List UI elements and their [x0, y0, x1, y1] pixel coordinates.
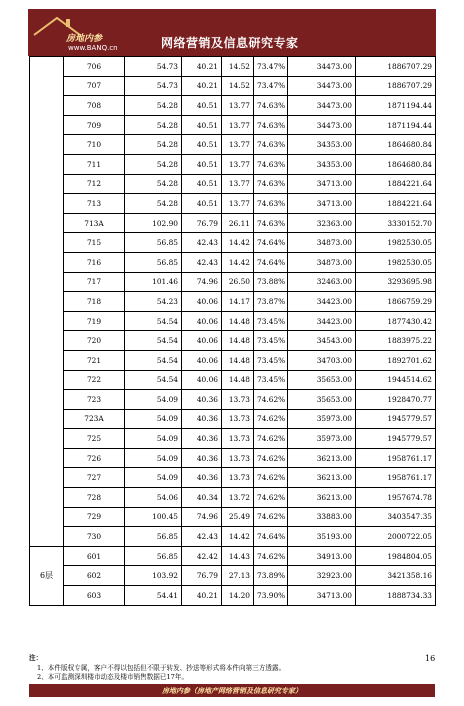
cell-inner: 40.34	[182, 488, 222, 508]
cell-shared: 14.43	[222, 546, 254, 566]
cell-unit-price: 33883.00	[288, 507, 356, 527]
cell-inner: 40.21	[182, 76, 222, 96]
cell-shared: 14.17	[222, 292, 254, 312]
cell-unit-price: 34473.00	[288, 57, 356, 77]
cell-unit-price: 32363.00	[288, 213, 356, 233]
cell-area: 54.54	[125, 311, 182, 331]
cell-shared: 13.73	[222, 429, 254, 449]
cell-room: 720	[64, 331, 125, 351]
cell-total: 1928470.77	[356, 390, 436, 410]
cell-shared: 14.52	[222, 76, 254, 96]
cell-room: 728	[64, 488, 125, 508]
cell-total: 1982530.05	[356, 233, 436, 253]
cell-inner: 40.06	[182, 311, 222, 331]
table-row	[30, 370, 436, 390]
cell-rate: 73.45%	[254, 311, 288, 331]
cell-inner: 42.43	[182, 233, 222, 253]
table-row	[30, 76, 436, 96]
cell-rate: 73.47%	[254, 57, 288, 77]
cell-inner: 74.96	[182, 507, 222, 527]
cell-area: 54.73	[125, 57, 182, 77]
header-banner	[28, 9, 436, 56]
cell-shared: 13.77	[222, 115, 254, 135]
cell-shared: 13.77	[222, 154, 254, 174]
cell-area: 54.09	[125, 448, 182, 468]
cell-rate: 74.64%	[254, 233, 288, 253]
cell-shared: 13.73	[222, 468, 254, 488]
cell-area: 56.85	[125, 527, 182, 547]
table-row	[30, 233, 436, 253]
cell-inner: 40.36	[182, 409, 222, 429]
cell-unit-price: 34423.00	[288, 292, 356, 312]
cell-room: 713	[64, 194, 125, 214]
cell-inner: 40.36	[182, 468, 222, 488]
cell-unit-price: 36213.00	[288, 468, 356, 488]
cell-room: 712	[64, 174, 125, 194]
cell-unit-price: 34703.00	[288, 350, 356, 370]
header-slogan: 网络营销及信息研究专家	[161, 36, 299, 50]
cell-rate: 73.88%	[254, 272, 288, 292]
cell-room: 727	[64, 468, 125, 488]
cell-room: 718	[64, 292, 125, 312]
table-row	[30, 154, 436, 174]
cell-shared: 14.42	[222, 252, 254, 272]
table-row	[30, 213, 436, 233]
cell-inner: 42.42	[182, 546, 222, 566]
cell-room: 709	[64, 115, 125, 135]
table-row	[30, 429, 436, 449]
cell-shared: 27.13	[222, 566, 254, 586]
cell-shared: 14.20	[222, 586, 254, 606]
table-row	[30, 546, 436, 566]
cell-unit-price: 34713.00	[288, 194, 356, 214]
cell-shared: 13.73	[222, 448, 254, 468]
cell-unit-price: 34473.00	[288, 115, 356, 135]
cell-room: 730	[64, 527, 125, 547]
cell-inner: 40.51	[182, 154, 222, 174]
cell-unit-price: 35973.00	[288, 429, 356, 449]
cell-rate: 74.62%	[254, 409, 288, 429]
brand-name: 房地内参	[66, 34, 103, 44]
cell-area: 54.28	[125, 135, 182, 155]
cell-shared: 25.49	[222, 507, 254, 527]
cell-inner: 40.51	[182, 96, 222, 116]
cell-inner: 76.79	[182, 213, 222, 233]
cell-area: 54.54	[125, 331, 182, 351]
cell-inner: 40.21	[182, 586, 222, 606]
cell-rate: 74.62%	[254, 468, 288, 488]
cell-rate: 74.63%	[254, 115, 288, 135]
cell-shared: 14.52	[222, 57, 254, 77]
cell-area: 54.28	[125, 194, 182, 214]
cell-area: 54.28	[125, 174, 182, 194]
cell-total: 1886707.29	[356, 76, 436, 96]
cell-total: 1864680.84	[356, 154, 436, 174]
cell-room: 710	[64, 135, 125, 155]
cell-total: 1877430.42	[356, 311, 436, 331]
cell-total: 1871194.44	[356, 115, 436, 135]
cell-shared: 13.77	[222, 194, 254, 214]
table-row	[30, 57, 436, 77]
cell-rate: 73.45%	[254, 370, 288, 390]
cell-unit-price: 35653.00	[288, 370, 356, 390]
unit-price-table	[29, 56, 436, 606]
cell-room: 717	[64, 272, 125, 292]
cell-total: 1871194.44	[356, 96, 436, 116]
cell-rate: 74.62%	[254, 546, 288, 566]
cell-rate: 73.90%	[254, 586, 288, 606]
cell-room: 711	[64, 154, 125, 174]
cell-total: 3403547.35	[356, 507, 436, 527]
cell-area: 54.73	[125, 76, 182, 96]
cell-rate: 74.64%	[254, 527, 288, 547]
cell-total: 1884221.64	[356, 194, 436, 214]
cell-rate: 74.63%	[254, 174, 288, 194]
cell-unit-price: 35653.00	[288, 390, 356, 410]
brand-url: www.BANQ.cn	[68, 44, 118, 52]
table-row	[30, 272, 436, 292]
cell-area: 102.90	[125, 213, 182, 233]
cell-inner: 40.51	[182, 135, 222, 155]
cell-room: 729	[64, 507, 125, 527]
cell-total: 1984804.05	[356, 546, 436, 566]
cell-rate: 73.45%	[254, 331, 288, 351]
cell-inner: 74.96	[182, 272, 222, 292]
cell-area: 54.41	[125, 586, 182, 606]
floor-cell	[30, 57, 64, 547]
cell-unit-price: 34473.00	[288, 96, 356, 116]
cell-unit-price: 34473.00	[288, 76, 356, 96]
footnotes	[29, 654, 435, 683]
cell-area: 54.06	[125, 488, 182, 508]
cell-unit-price: 35193.00	[288, 527, 356, 547]
note-line-2: 2、本可监测深圳楼市动态及楼市销售数据已17年。	[37, 673, 189, 681]
cell-total: 1864680.84	[356, 135, 436, 155]
cell-total: 1866759.29	[356, 292, 436, 312]
cell-inner: 40.36	[182, 448, 222, 468]
cell-area: 54.09	[125, 468, 182, 488]
cell-area: 54.28	[125, 154, 182, 174]
cell-total: 1957674.78	[356, 488, 436, 508]
cell-room: 715	[64, 233, 125, 253]
table-row	[30, 135, 436, 155]
cell-rate: 74.62%	[254, 488, 288, 508]
table-row	[30, 96, 436, 116]
table-row	[30, 311, 436, 331]
cell-room: 723	[64, 390, 125, 410]
cell-inner: 42.43	[182, 527, 222, 547]
footer-bar	[29, 684, 435, 697]
cell-shared: 13.77	[222, 174, 254, 194]
table-row	[30, 507, 436, 527]
cell-shared: 14.48	[222, 350, 254, 370]
cell-unit-price: 34423.00	[288, 311, 356, 331]
cell-inner: 42.43	[182, 252, 222, 272]
cell-area: 103.92	[125, 566, 182, 586]
cell-shared: 26.11	[222, 213, 254, 233]
cell-room: 603	[64, 586, 125, 606]
table-row	[30, 174, 436, 194]
cell-total: 3293695.98	[356, 272, 436, 292]
cell-total: 1886707.29	[356, 57, 436, 77]
cell-rate: 74.62%	[254, 429, 288, 449]
cell-shared: 14.42	[222, 233, 254, 253]
cell-area: 54.28	[125, 115, 182, 135]
cell-area: 54.23	[125, 292, 182, 312]
cell-shared: 13.73	[222, 409, 254, 429]
cell-total: 1945779.57	[356, 409, 436, 429]
cell-inner: 40.36	[182, 390, 222, 410]
floor-cell: 6层	[30, 546, 64, 605]
cell-shared: 26.50	[222, 272, 254, 292]
note-line-1: 1、本件版权专属，客户不得以包括但不限于转发、抄送等形式将本件向第三方透露。	[37, 663, 286, 672]
cell-unit-price: 34543.00	[288, 331, 356, 351]
table-row	[30, 331, 436, 351]
cell-room: 722	[64, 370, 125, 390]
cell-area: 54.54	[125, 350, 182, 370]
cell-inner: 40.51	[182, 115, 222, 135]
page-number: 16	[425, 654, 436, 663]
cell-total: 1945779.57	[356, 429, 436, 449]
cell-unit-price: 32463.00	[288, 272, 356, 292]
cell-unit-price: 35973.00	[288, 409, 356, 429]
cell-rate: 74.63%	[254, 135, 288, 155]
cell-unit-price: 34873.00	[288, 252, 356, 272]
cell-rate: 74.63%	[254, 194, 288, 214]
footer-text: 房地内参（房地产网络营销及信息研究专家）	[162, 686, 302, 695]
table-row	[30, 409, 436, 429]
cell-total: 2000722.05	[356, 527, 436, 547]
cell-inner: 40.21	[182, 57, 222, 77]
cell-area: 54.09	[125, 429, 182, 449]
table-row	[30, 252, 436, 272]
cell-unit-price: 34713.00	[288, 174, 356, 194]
cell-room: 723A	[64, 409, 125, 429]
cell-rate: 74.62%	[254, 507, 288, 527]
cell-unit-price: 34873.00	[288, 233, 356, 253]
cell-total: 3421358.16	[356, 566, 436, 586]
cell-rate: 74.62%	[254, 448, 288, 468]
cell-shared: 13.72	[222, 488, 254, 508]
cell-room: 726	[64, 448, 125, 468]
table-row	[30, 488, 436, 508]
cell-inner: 40.51	[182, 194, 222, 214]
cell-total: 1982530.05	[356, 252, 436, 272]
cell-unit-price: 34353.00	[288, 135, 356, 155]
cell-rate: 74.63%	[254, 96, 288, 116]
cell-inner: 40.36	[182, 429, 222, 449]
table-row	[30, 448, 436, 468]
cell-unit-price: 36213.00	[288, 488, 356, 508]
cell-area: 56.85	[125, 546, 182, 566]
notes-heading: 注：	[29, 654, 43, 662]
cell-unit-price: 34913.00	[288, 546, 356, 566]
cell-room: 601	[64, 546, 125, 566]
cell-shared: 14.48	[222, 311, 254, 331]
table-row	[30, 194, 436, 214]
table-body	[30, 57, 436, 606]
table-row	[30, 468, 436, 488]
cell-total: 3330152.70	[356, 213, 436, 233]
cell-rate: 74.62%	[254, 390, 288, 410]
cell-unit-price: 32923.00	[288, 566, 356, 586]
cell-area: 101.46	[125, 272, 182, 292]
cell-room: 716	[64, 252, 125, 272]
cell-rate: 73.89%	[254, 566, 288, 586]
cell-unit-price: 34713.00	[288, 586, 356, 606]
table-row	[30, 350, 436, 370]
cell-total: 1884221.64	[356, 174, 436, 194]
cell-area: 54.28	[125, 96, 182, 116]
cell-room: 719	[64, 311, 125, 331]
cell-room: 721	[64, 350, 125, 370]
cell-inner: 40.06	[182, 331, 222, 351]
cell-total: 1958761.17	[356, 448, 436, 468]
cell-shared: 13.77	[222, 96, 254, 116]
cell-inner: 40.06	[182, 292, 222, 312]
cell-rate: 74.63%	[254, 154, 288, 174]
cell-shared: 13.77	[222, 135, 254, 155]
cell-area: 54.09	[125, 390, 182, 410]
cell-area: 56.85	[125, 252, 182, 272]
cell-unit-price: 36213.00	[288, 448, 356, 468]
cell-total: 1888734.33	[356, 586, 436, 606]
table-row	[30, 566, 436, 586]
table-row	[30, 292, 436, 312]
cell-total: 1883975.22	[356, 331, 436, 351]
cell-inner: 40.06	[182, 370, 222, 390]
table-row	[30, 115, 436, 135]
cell-inner: 40.06	[182, 350, 222, 370]
table-row	[30, 390, 436, 410]
cell-shared: 14.42	[222, 527, 254, 547]
cell-shared: 13.73	[222, 390, 254, 410]
cell-area: 54.54	[125, 370, 182, 390]
cell-total: 1944514.62	[356, 370, 436, 390]
cell-inner: 76.79	[182, 566, 222, 586]
cell-rate: 73.87%	[254, 292, 288, 312]
cell-area: 100.45	[125, 507, 182, 527]
cell-rate: 74.64%	[254, 252, 288, 272]
cell-rate: 74.63%	[254, 213, 288, 233]
cell-inner: 40.51	[182, 174, 222, 194]
cell-room: 707	[64, 76, 125, 96]
cell-room: 602	[64, 566, 125, 586]
cell-room: 706	[64, 57, 125, 77]
cell-unit-price: 34353.00	[288, 154, 356, 174]
cell-room: 725	[64, 429, 125, 449]
cell-rate: 73.47%	[254, 76, 288, 96]
cell-shared: 14.48	[222, 370, 254, 390]
cell-total: 1892701.62	[356, 350, 436, 370]
cell-room: 713A	[64, 213, 125, 233]
table-row	[30, 527, 436, 547]
table-row	[30, 586, 436, 606]
cell-room: 708	[64, 96, 125, 116]
cell-shared: 14.48	[222, 331, 254, 351]
cell-rate: 73.45%	[254, 350, 288, 370]
cell-total: 1958761.17	[356, 468, 436, 488]
cell-area: 54.09	[125, 409, 182, 429]
cell-area: 56.85	[125, 233, 182, 253]
